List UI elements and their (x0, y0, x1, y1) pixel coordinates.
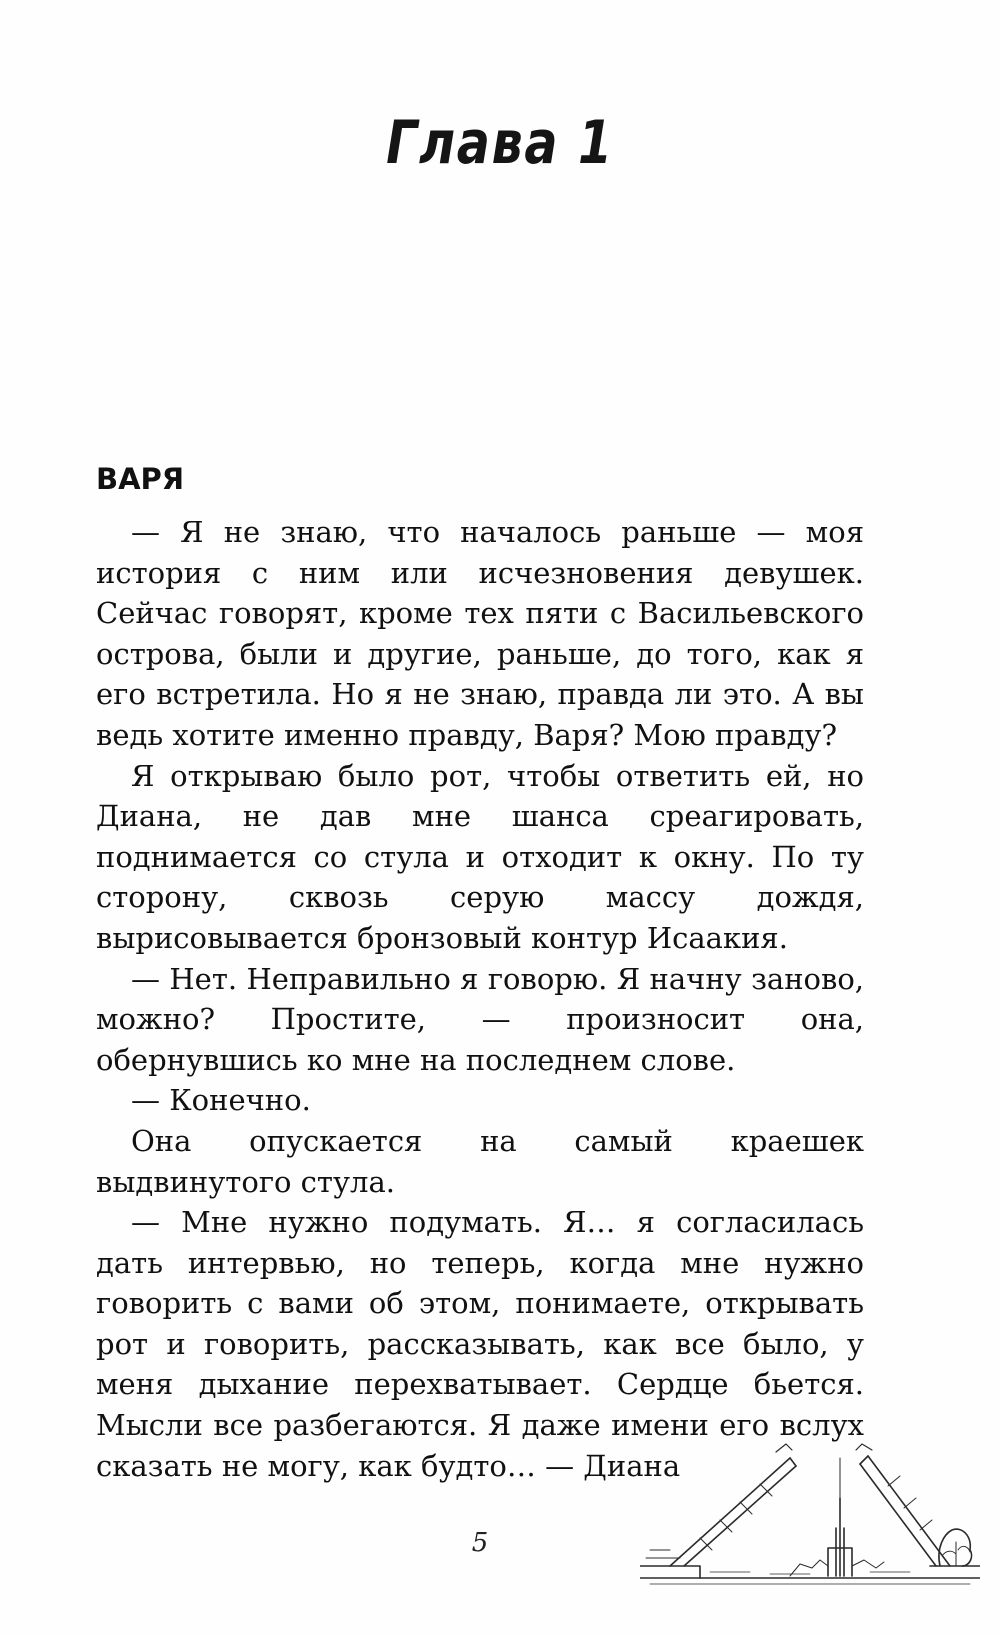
paragraph: — Мне нужно подумать. Я… я согласилась дать интервью, но теперь, когда мне нужно говорить с вами об этом, понимаете, открывать рот и говорить, рассказывать, как все было, у меня дыхание перехватывает. Сердце бьется. Мысли все разбегаются. Я даже имени его вслух сказать не могу, как будто… — Диана (96, 1205, 864, 1483)
section-heading: ВАРЯ (96, 462, 185, 496)
paragraph: — Нет. Неправильно я говорю. Я начну заново, можно? Простите, — произносит она, обернувшись ко мне на последнем слове. (96, 961, 864, 1077)
paragraph: Я открываю было рот, чтобы ответить ей, но Диана, не дав мне шанса среагировать, поднимается со стула и отходит к окну. По ту сторону, сквозь серую массу дождя, вырисовывается бронзовый контур Исаакия. (96, 758, 864, 955)
paragraph: — Я не знаю, что началось раньше — моя история с ним или исчезновения девушек. Сейчас говорят, кроме тех пяти с Васильевского острова, были и другие, раньше, до того, как я его встретила. Но я не знаю, правда ли это. А вы ведь хотите именно правду, Варя? Мою правду? (96, 515, 864, 752)
paragraph: — Конечно. (131, 1083, 311, 1118)
drawbridge-illustration-icon (640, 1438, 980, 1588)
body-text (96, 512, 864, 1486)
paragraph: Она опускается на самый краешек выдвинутого стула. (96, 1123, 864, 1199)
chapter-title: Глава 1 (386, 108, 614, 178)
page-number: 5 (471, 1528, 489, 1558)
